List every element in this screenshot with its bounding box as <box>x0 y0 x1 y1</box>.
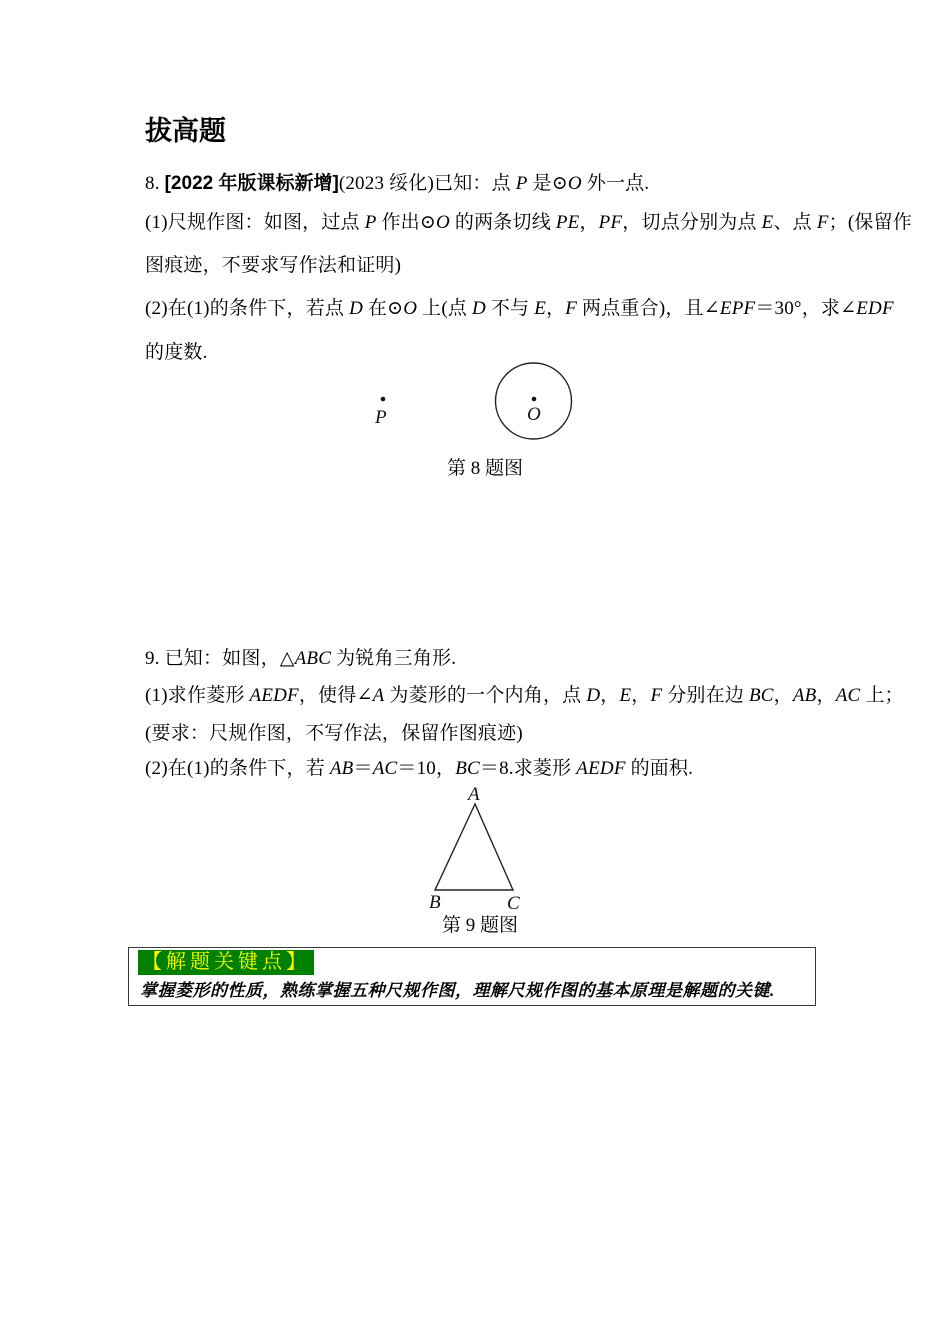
problem9-requirement: (要求：尺规作图，不写作法，保留作图痕迹) <box>145 723 523 744</box>
triangle-abc <box>435 804 513 890</box>
problem8-part1-line2: 图痕迹，不要求写作法和证明) <box>145 255 402 276</box>
key-points-text: 掌握菱形的性质，熟练掌握五种尺规作图，理解尺规作图的基本原理是解题的关键. <box>140 981 775 1000</box>
center-o-label: O <box>527 404 541 425</box>
figure9-caption: 第 9 题图 <box>442 915 519 936</box>
point-p-label: P <box>375 407 387 428</box>
vertex-c-label: C <box>507 893 520 914</box>
problem8-statement: 8. [2022 年版课标新增](2023 绥化)已知：点 P 是⊙O 外一点. <box>145 173 650 194</box>
problem9-part2: (2)在(1)的条件下，若 AB＝AC＝10，BC＝8.求菱形 AEDF 的面积. <box>145 758 694 779</box>
figure-problem9 <box>420 782 545 916</box>
center-o-dot <box>532 397 537 402</box>
key-points-box <box>128 947 816 1006</box>
point-p-dot <box>381 397 386 402</box>
vertex-b-label: B <box>429 892 441 913</box>
problem8-part2-line2: 的度数. <box>145 342 208 363</box>
problem8-part1-line1: (1)尺规作图：如图，过点 P 作出⊙O 的两条切线 PE，PF，切点分别为点 E、点 F；(保留作 <box>145 212 912 233</box>
problem8-part2-line1: (2)在(1)的条件下，若点 D 在⊙O 上(点 D 不与 E，F 两点重合)，且∠EPF＝30°，求∠EDF <box>145 298 894 319</box>
vertex-a-label: A <box>468 784 480 805</box>
problem9-statement: 9. 已知：如图，△ABC 为锐角三角形. <box>145 648 457 669</box>
key-points-label: 【解题关键点】 <box>138 950 314 975</box>
section-heading: 拔高题 <box>145 116 226 146</box>
figure-problem8 <box>330 355 615 450</box>
figure8-caption: 第 8 题图 <box>447 458 524 479</box>
problem9-part1: (1)求作菱形 AEDF，使得∠A 为菱形的一个内角，点 D，E，F 分别在边 BC，AB，AC 上； <box>145 685 904 706</box>
